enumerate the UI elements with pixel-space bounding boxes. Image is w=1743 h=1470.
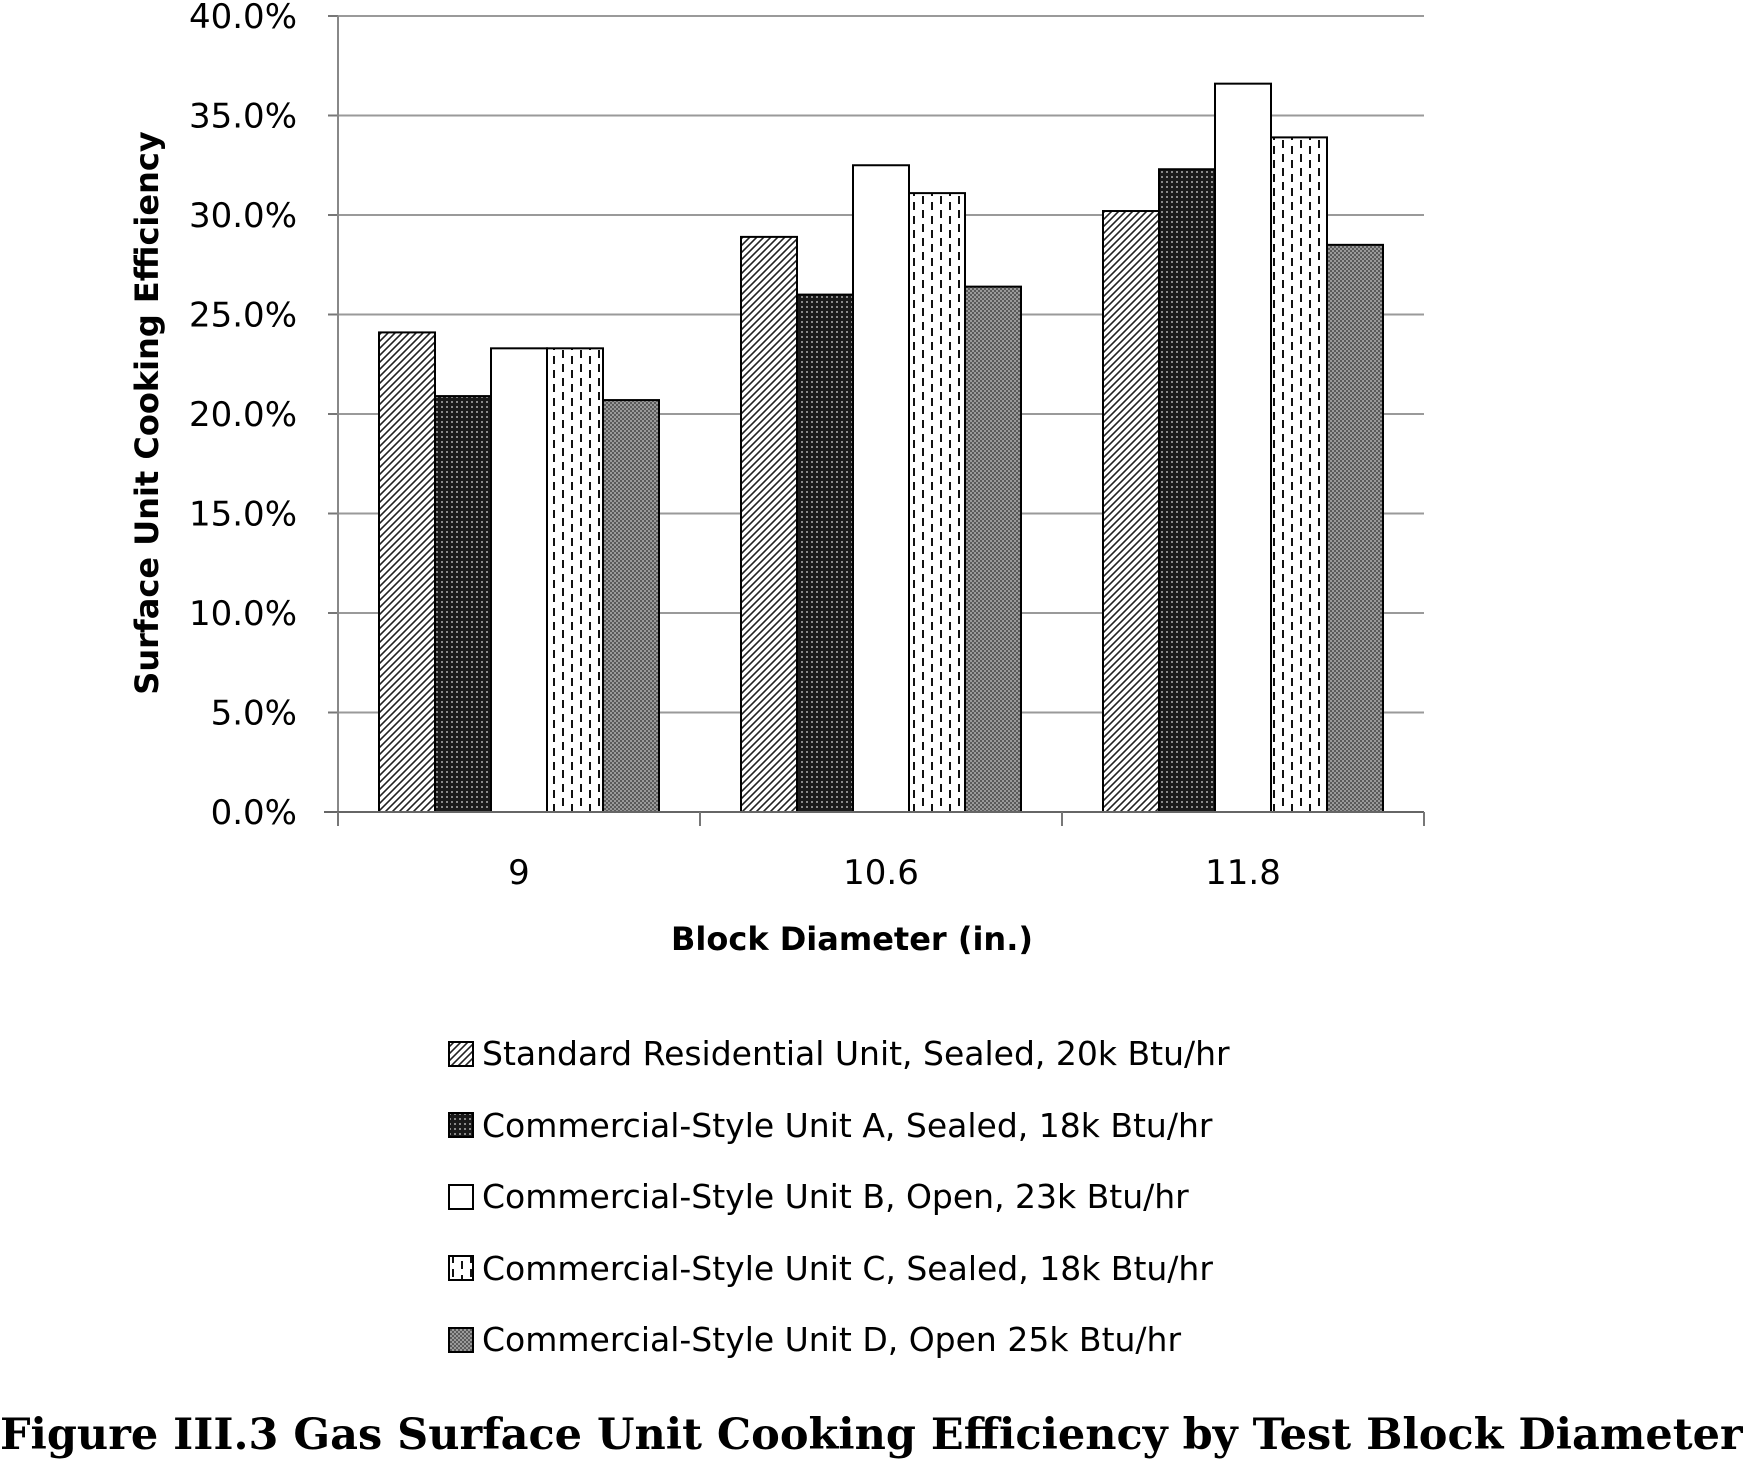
legend-swatch bbox=[448, 1255, 474, 1281]
bar-10_6-series-5 bbox=[965, 287, 1021, 812]
legend-item bbox=[448, 1161, 1230, 1233]
legend-swatch bbox=[448, 1041, 474, 1067]
legend-item bbox=[448, 1233, 1230, 1305]
bars bbox=[379, 84, 1383, 812]
y-tick-label: 30.0% bbox=[188, 196, 297, 236]
legend bbox=[448, 1018, 1230, 1376]
y-tick-label: 15.0% bbox=[188, 494, 297, 535]
y-axis-title: Surface Unit Cooking Efficiency bbox=[128, 131, 166, 695]
y-tick-label: 0.0% bbox=[210, 793, 297, 833]
legend-label: Commercial-Style Unit B, Open, 23k Btu/hr bbox=[482, 1177, 1189, 1217]
bar-11_8-series-2 bbox=[1159, 169, 1215, 812]
bar-10_6-series-1 bbox=[741, 237, 797, 812]
bar-9-series-2 bbox=[435, 396, 491, 812]
x-axis-title: Block Diameter (in.) bbox=[671, 920, 1033, 958]
bar-11_8-series-1 bbox=[1103, 211, 1159, 812]
bar-10_6-series-3 bbox=[853, 165, 909, 812]
legend-label: Commercial-Style Unit D, Open 25k Btu/hr bbox=[482, 1320, 1182, 1360]
y-tick-label: 40.0% bbox=[188, 0, 297, 37]
bar-9-series-3 bbox=[491, 348, 547, 812]
figure-caption: Figure III.3 Gas Surface Unit Cooking Efficiency by Test Block Diameter bbox=[0, 1410, 1743, 1460]
legend-item bbox=[448, 1018, 1230, 1090]
legend-swatch bbox=[448, 1112, 474, 1138]
y-tick-labels bbox=[189, 0, 297, 833]
legend-label: Commercial-Style Unit C, Sealed, 18k Btu/hr bbox=[482, 1248, 1213, 1288]
legend-item bbox=[448, 1090, 1230, 1162]
legend-swatch bbox=[448, 1327, 474, 1353]
bar-11_8-series-5 bbox=[1327, 245, 1383, 812]
bar-9-series-5 bbox=[603, 400, 659, 812]
y-tick-label: 20.0% bbox=[188, 395, 297, 435]
legend-swatch bbox=[448, 1184, 474, 1210]
bar-9-series-4 bbox=[547, 348, 603, 812]
bar-10_6-series-4 bbox=[909, 193, 965, 812]
bar-11_8-series-3 bbox=[1215, 84, 1271, 812]
y-tick-label: 25.0% bbox=[188, 295, 297, 336]
bar-9-series-1 bbox=[379, 332, 435, 812]
legend-label: Commercial-Style Unit A, Sealed, 18k Btu/hr bbox=[482, 1105, 1213, 1145]
bar-11_8-series-4 bbox=[1271, 137, 1327, 812]
x-tick-label: 11.8 bbox=[1205, 853, 1281, 893]
y-tick-label: 35.0% bbox=[188, 96, 297, 137]
legend-item bbox=[448, 1304, 1230, 1376]
x-tick-labels bbox=[508, 853, 1281, 893]
y-tick-label: 5.0% bbox=[210, 693, 297, 734]
y-tick-label: 10.0% bbox=[188, 594, 297, 634]
bar-10_6-series-2 bbox=[797, 295, 853, 812]
legend-label: Standard Residential Unit, Sealed, 20k Btu/hr bbox=[482, 1034, 1230, 1074]
x-tick-label: 10.6 bbox=[843, 853, 919, 893]
x-tick-label: 9 bbox=[508, 853, 530, 893]
